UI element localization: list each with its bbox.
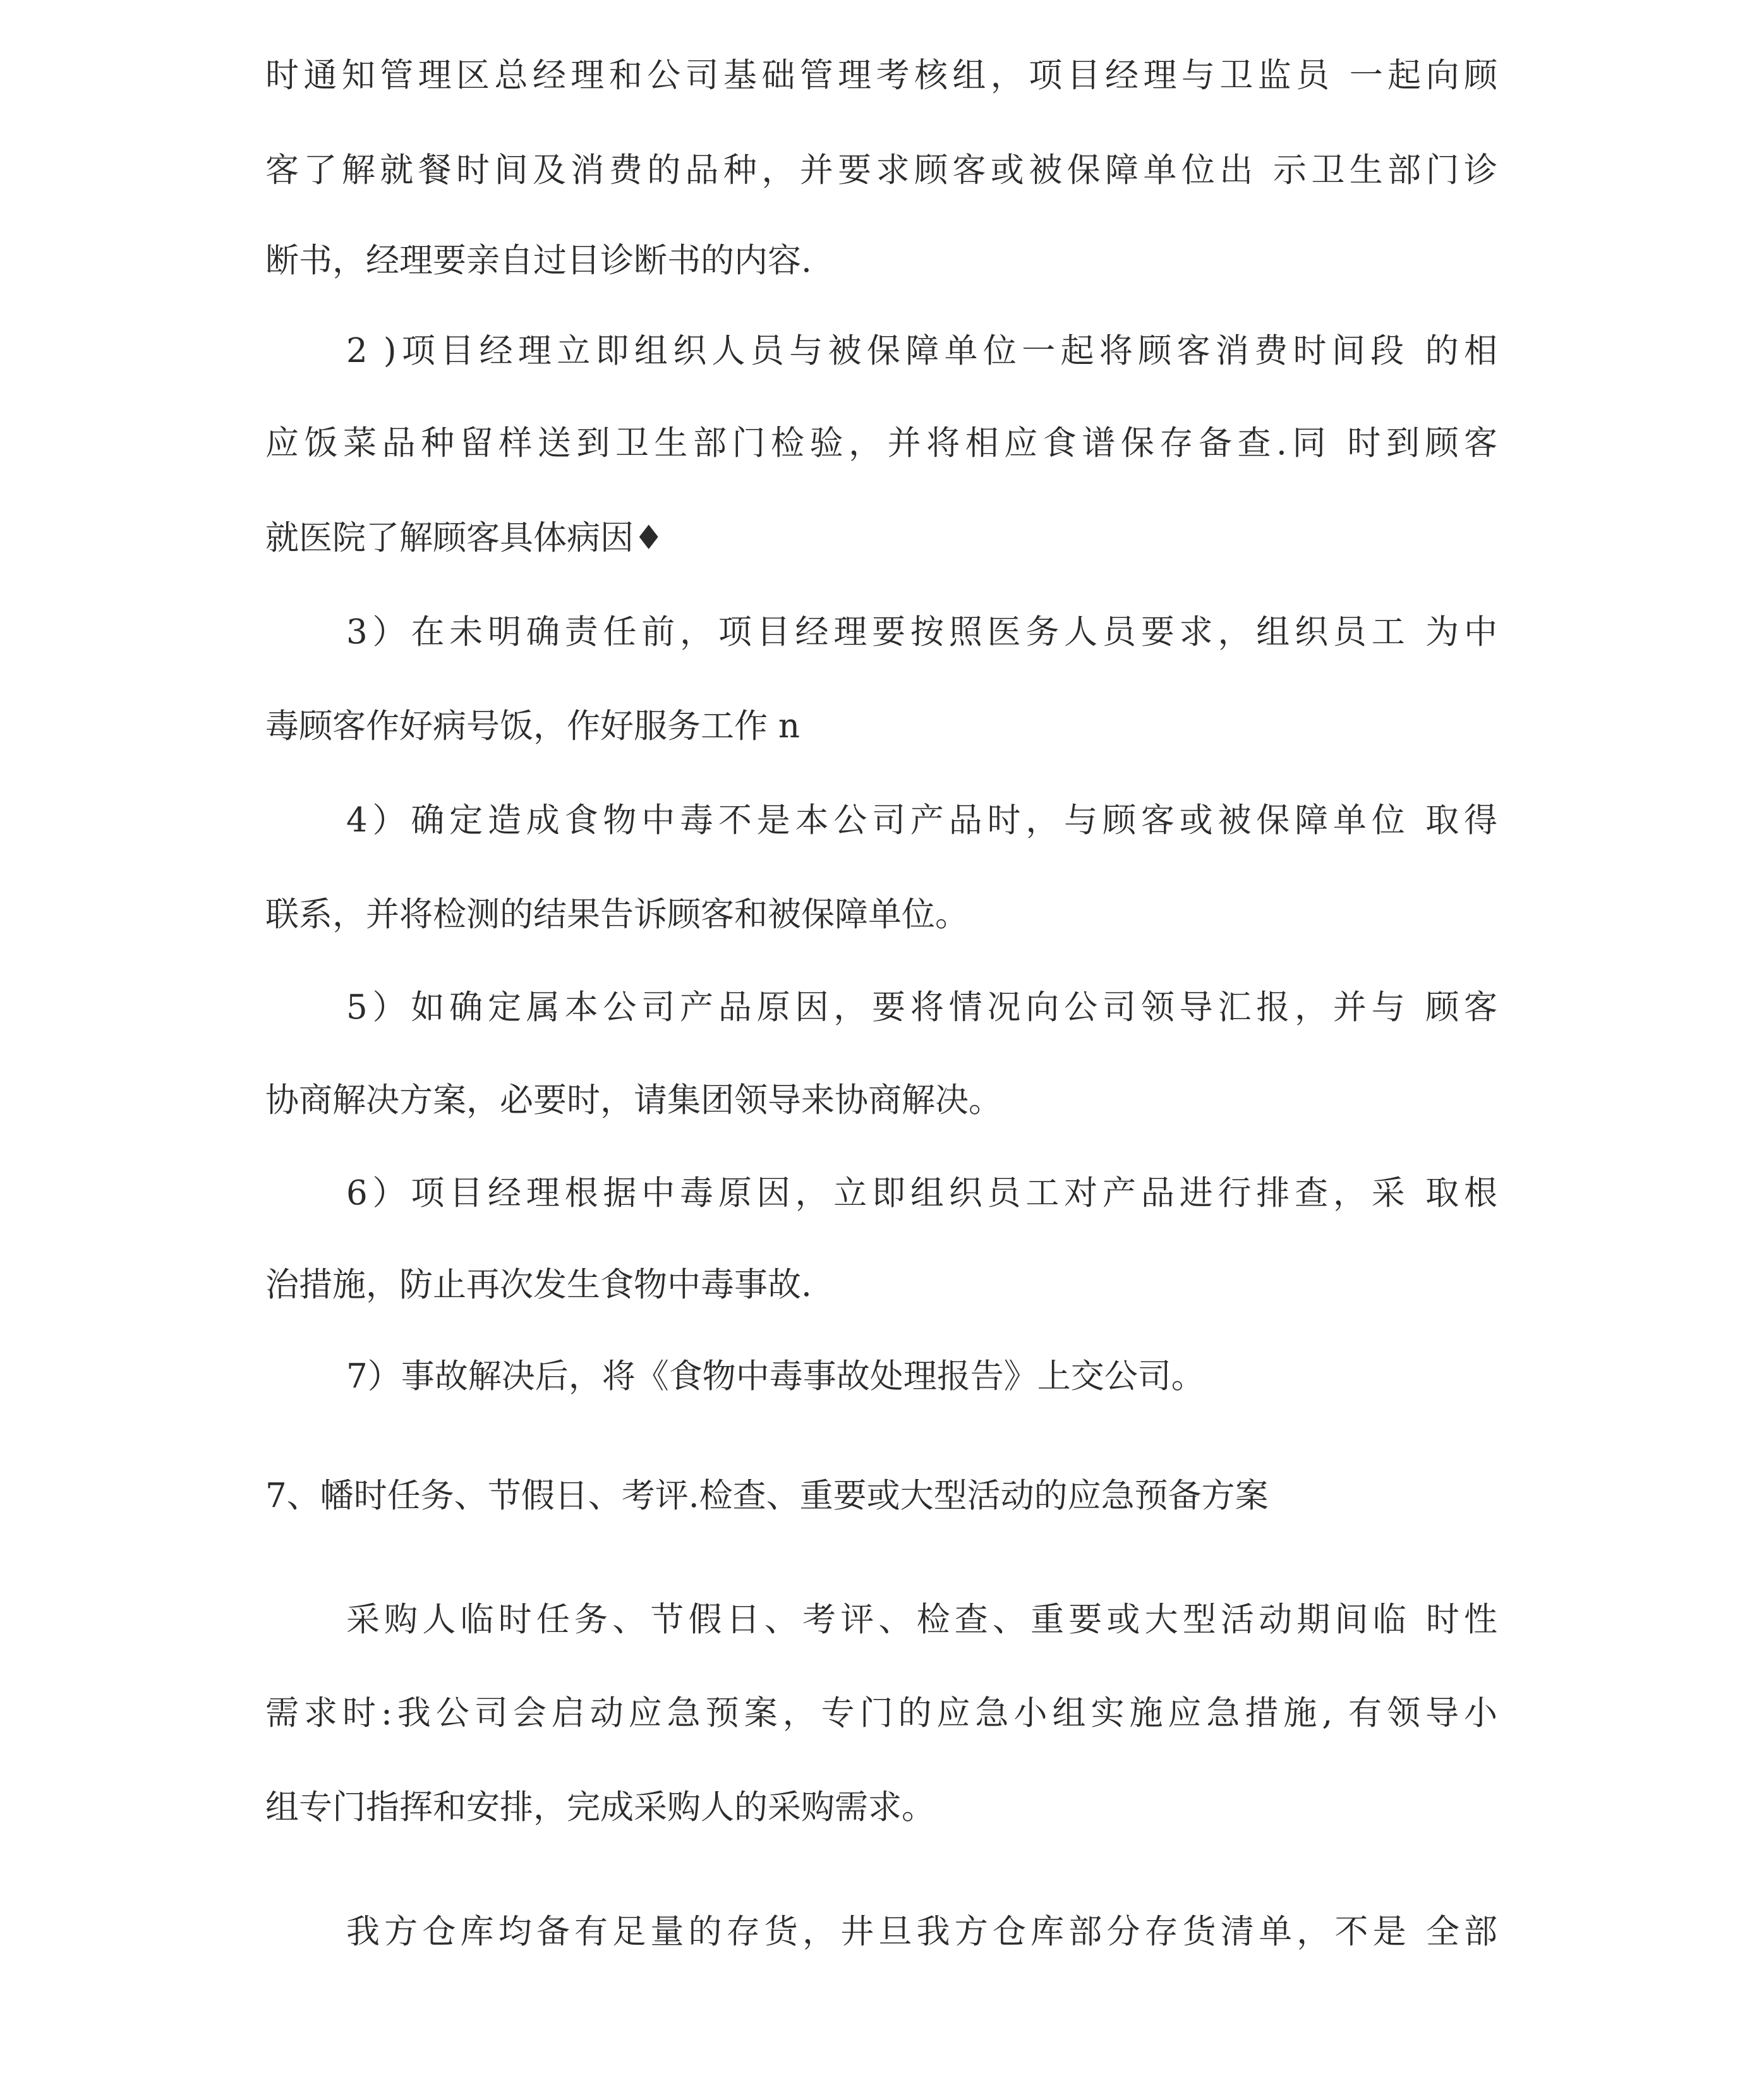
paragraph-text: 采购人临时任务、节假日、考评、检查、重要或大型活动期间临 时性 bbox=[346, 1600, 1497, 1639]
body-text-line: 就医院了解顾客具体病因♦ bbox=[265, 519, 664, 557]
list-item-text: 3）在未明确责任前，项目经理要按照医务人员要求，组织员工 为中 bbox=[346, 613, 1497, 651]
body-text-line: 毒顾客作好病号饭，作好服务工作 n bbox=[265, 707, 800, 746]
list-item-text: 2 )项目经理立即组织人员与被保障单位一起将顾客消费时间段 的相 bbox=[346, 332, 1497, 370]
paragraph-text: 我方仓库均备有足量的存货，井旦我方仓库部分存货清单，不是 全部 bbox=[346, 1913, 1497, 1951]
body-text-line: 时通知管理区总经理和公司基础管理考核组，项目经理与卫监员 一起向顾 bbox=[265, 56, 1497, 95]
list-item-text: 7）事故解决后，将《食物中毒事故处理报告》上交公司。 bbox=[346, 1357, 1205, 1396]
body-text-line: 治措施，防止再次发生食物中毒事故. bbox=[265, 1266, 812, 1304]
body-text-line: 组专门指挥和安排，完成采购人的采购需求。 bbox=[265, 1788, 935, 1827]
body-text-line: 断书，经理要亲自过目诊断书的内容. bbox=[265, 241, 812, 280]
list-item-text: 4）确定造成食物中毒不是本公司产品时，与顾客或被保障单位 取得 bbox=[346, 801, 1497, 840]
body-text-line: 联系，并将检测的结果告诉顾客和被保障单位。 bbox=[265, 895, 969, 934]
list-item-text: 5）如确定属本公司产品原因，要将情况向公司领导汇报，并与 顾客 bbox=[346, 988, 1497, 1027]
body-text-line: 客了解就餐时间及消费的品种，并要求顾客或被保障单位出 示卫生部门诊 bbox=[265, 151, 1497, 190]
section-heading: 7、幡时任务、节假日、考评.检查、重要或大型活动的应急预备方案 bbox=[265, 1477, 1269, 1515]
body-text-line: 需求时:我公司会启动应急预案，专门的应急小组实施应急措施, 有领导小 bbox=[265, 1694, 1497, 1732]
body-text-line: 协商解决方案，必要时，请集团领导来协商解决。 bbox=[265, 1081, 1002, 1120]
list-item-text: 6）项目经理根据中毒原因，立即组织员工对产品进行排查，采 取根 bbox=[346, 1174, 1497, 1212]
body-text-line: 应饭菜品种留样送到卫生部门检验，并将相应食谱保存备查.同 时到顾客 bbox=[265, 424, 1497, 462]
